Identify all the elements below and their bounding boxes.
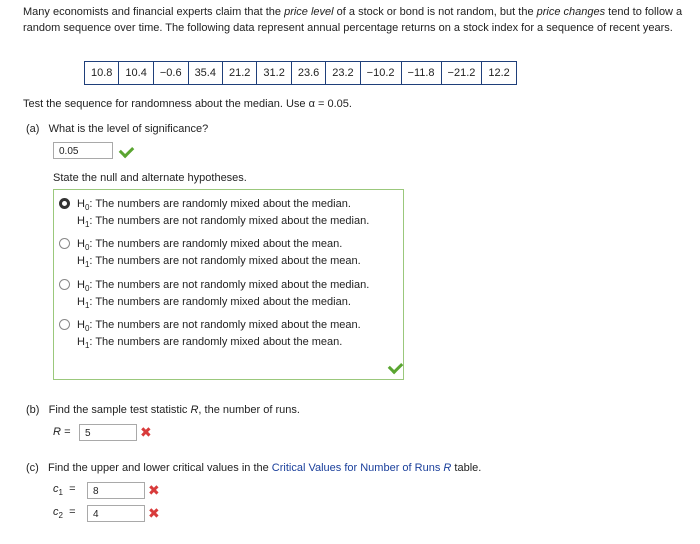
intro-emphasis-1: price level [284,6,334,18]
part-c-label: (c) [26,462,39,474]
part-b-var: R [190,404,199,416]
part-a-label: (a) [26,123,40,135]
radio-option-4[interactable] [59,319,70,330]
data-cell: −10.2 [360,62,401,85]
part-b-text-start: Find the sample test statistic [48,404,191,416]
option-3-h1: $H_1$: The numbers are randomly mixed about the median. [77,296,351,311]
part-a-question [26,123,208,135]
significance-input[interactable]: 0.05 [53,142,113,159]
option-4-h0: $H_0$: The numbers are not randomly mixed about the mean. [77,319,361,334]
incorrect-x-icon: ✖ [148,482,160,498]
runs-input[interactable]: 5 [79,424,137,441]
option-2-h0: $H_0$: The numbers are randomly mixed about the mean. [77,238,343,253]
intro-text-2: of a stock or bond is not random, but the [333,6,537,18]
part-b-label: (b) [26,404,40,416]
instruction [23,98,352,110]
data-cell: −21.2 [441,62,482,85]
part-b-question [26,404,300,416]
critical-values-link[interactable]: Critical Values for Number of Runs R [271,462,452,474]
correct-check-icon [119,143,135,159]
option-3-h0: $H_0$: The numbers are not randomly mixed about the median. [77,279,370,294]
data-cell: 23.6 [291,62,325,85]
radio-option-1[interactable] [59,198,70,209]
data-cell: 10.8 [85,62,119,85]
intro-emphasis-2: price changes [536,6,606,18]
c1-input[interactable]: 8 [87,482,145,499]
option-2-h1: $H_1$: The numbers are not randomly mixed about the mean. [77,255,361,270]
option-4-h1: $H_1$: The numbers are randomly mixed about the mean. [77,336,343,351]
data-cell: −11.8 [401,62,441,85]
incorrect-x-icon: ✖ [140,424,152,440]
problem-intro [23,4,693,36]
radio-option-3[interactable] [59,279,70,290]
radio-option-2[interactable] [59,238,70,249]
data-cell: 23.2 [326,62,360,85]
intro-text-1: Many economists and financial experts claim that the [23,6,285,18]
intro-text-3: tend to follow a random sequence over time. The following data represent annual percentage returns on a stock index for a sequence of recent years. [23,6,683,34]
data-row [85,62,517,85]
hypotheses-options [53,189,404,380]
part-b-text-end: , the number of runs. [198,404,300,416]
part-c-text-start: Find the upper and lower critical values in the [48,462,272,474]
c1-label: $c_1$ = [53,483,76,498]
instruction-text: Test the sequence for randomness about the median. Use [23,98,309,110]
r-label: R = [53,426,71,438]
part-c-text-end: table. [451,462,482,474]
c2-input[interactable]: 4 [87,505,145,522]
option-1-h1: $H_1$: The numbers are not randomly mixed about the median. [77,215,370,230]
data-cell: 10.4 [119,62,153,85]
c2-label: $c_2$ = [53,506,76,521]
correct-check-icon [388,359,404,375]
data-table [84,61,517,85]
data-cell: 12.2 [482,62,516,85]
part-a-question-text: What is the level of significance? [48,123,209,135]
incorrect-x-icon: ✖ [148,505,160,521]
hypotheses-prompt: State the null and alternate hypotheses. [53,172,247,184]
data-cell: 35.4 [188,62,222,85]
data-cell: 21.2 [222,62,256,85]
part-c-question [26,462,481,474]
alpha-value: α = 0.05. [308,98,352,110]
data-cell: 31.2 [257,62,291,85]
data-cell: −0.6 [153,62,188,85]
option-1-h0: $H_0$: The numbers are randomly mixed about the median. [77,198,351,213]
